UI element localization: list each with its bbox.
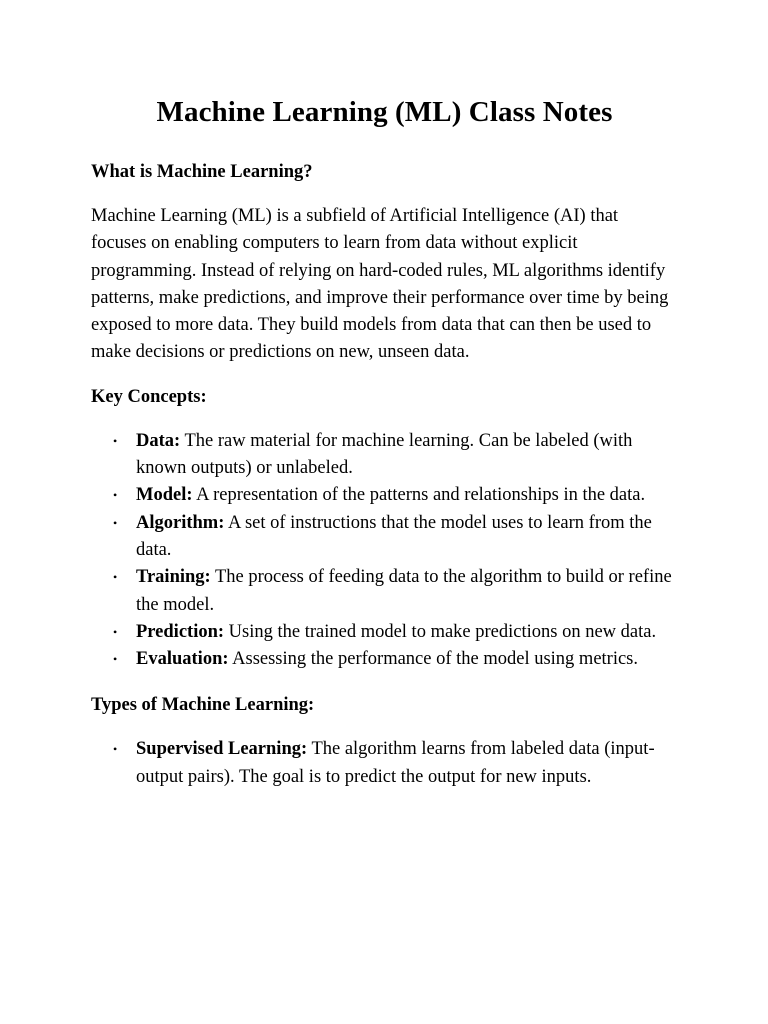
list-item: [91, 428, 678, 483]
list-item-term: Data:: [136, 430, 181, 451]
list-item-text: A set of instructions that the model uses to learn from the data.: [136, 512, 652, 560]
list-item: [91, 646, 678, 673]
bullet-icon: •: [113, 652, 118, 667]
list-item-term: Supervised Learning:: [136, 739, 308, 760]
heading-key-concepts: Key Concepts:: [91, 386, 207, 407]
bullet-icon: •: [113, 488, 118, 503]
list-item-text: The process of feeding data to the algorithm to build or refine the model.: [136, 567, 672, 615]
list-item-text: The raw material for machine learning. Can be labeled (with known outputs) or unlabeled.: [136, 430, 633, 479]
list-item: [91, 736, 678, 791]
page-title: Machine Learning (ML) Class Notes: [156, 96, 613, 128]
bullet-icon: •: [113, 515, 118, 530]
list-item-term: Training:: [136, 567, 211, 588]
key-concepts-list: [91, 428, 678, 674]
types-list: [91, 736, 678, 791]
list-item-text: The algorithm learns from labeled data (input-output pairs). The goal is to predict the output for new inputs.: [136, 739, 655, 787]
list-item: [91, 564, 678, 619]
bullet-icon: •: [113, 742, 118, 757]
paragraph-what-is-ml: Machine Learning (ML) is a subfield of Artificial Intelligence (AI) that focuses on enabling computers to learn from data without explicit programming. Instead of relying on hard-coded rules, ML algorithms identify patterns, make predictions, and improve their performance over time by being exposed to more data. They build models from data that can then be used to make decisions or predictions on new, unseen data.: [91, 206, 669, 363]
bullet-icon: •: [113, 624, 118, 639]
list-item-text: Assessing the performance of the model using metrics.: [228, 649, 639, 670]
list-item-term: Model:: [136, 485, 193, 506]
list-item: [91, 482, 678, 509]
list-item-term: Evaluation:: [136, 649, 229, 670]
list-item-term: Prediction:: [136, 621, 225, 642]
bullet-icon: •: [113, 570, 118, 585]
list-item-term: Algorithm:: [136, 512, 225, 533]
heading-what-is-ml: What is Machine Learning?: [91, 162, 313, 182]
heading-types-of-ml: Types of Machine Learning:: [91, 695, 315, 716]
bullet-icon: •: [113, 433, 118, 448]
list-item-text: A representation of the patterns and relationships in the data.: [192, 485, 646, 506]
list-item-text: Using the trained model to make predictions on new data.: [224, 621, 657, 642]
list-item: [91, 510, 678, 565]
list-item: [91, 619, 678, 646]
